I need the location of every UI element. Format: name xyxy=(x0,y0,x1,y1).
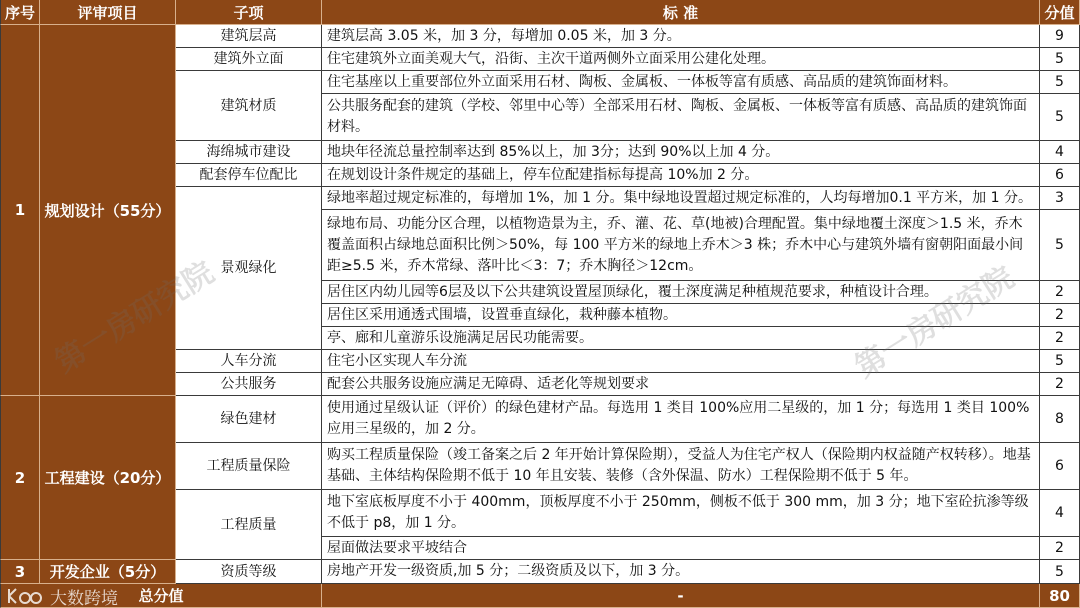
subitem-name: 建筑外立面 xyxy=(176,48,322,71)
subitem-name: 景观绿化 xyxy=(176,187,322,350)
group-number: 2 xyxy=(0,396,40,560)
subitem-name: 配套停车位配比 xyxy=(176,164,322,187)
criteria-text: 亭、廊和儿童游乐设施满足居民功能需要。 xyxy=(322,327,1040,350)
criteria-text: 绿地布局、功能分区合理，以植物造景为主，乔、灌、花、草(地被)合理配置。集中绿地覆土深度＞1.5 米，乔木覆盖面积占绿地总面积比例＞50%，每 100 平方米的绿地上乔木＞3 株；乔木中心与建筑外墙有窗朝阳面最小间距≥5.5 米，乔木常绿、落叶比＜3：7；乔木胸径＞12cm。 xyxy=(322,210,1040,281)
criteria-text: 使用通过星级认证（评价）的绿色建材产品。每选用 1 类目 100%应用二星级的，加 1 分；每选用 1 类目 100%应用三星级的，加 2 分。 xyxy=(322,396,1040,443)
criteria-score: 5 xyxy=(1040,94,1080,141)
criteria-score: 2 xyxy=(1040,327,1080,350)
subitem-name: 建筑层高 xyxy=(176,25,322,48)
header-score: 分值 xyxy=(1040,0,1080,25)
watermark-left: 第一房研究院 xyxy=(49,255,221,381)
criteria-score: 3 xyxy=(1040,187,1080,210)
criteria-score: 2 xyxy=(1040,304,1080,327)
criteria-score: 4 xyxy=(1040,141,1080,164)
header-standard: 标 准 xyxy=(322,0,1040,25)
subitem-name: 海绵城市建设 xyxy=(176,141,322,164)
criteria-score: 9 xyxy=(1040,25,1080,48)
criteria-text: 配套公共服务设施应满足无障碍、适老化等规划要求 xyxy=(322,373,1040,396)
criteria-score: 2 xyxy=(1040,281,1080,304)
group-title: 开发企业（5分） xyxy=(40,560,176,584)
criteria-text: 绿地率超过规定标准的，每增加 1%，加 1 分。集中绿地设置超过规定标准的，人均每增加0.1 平方米，加 1 分。 xyxy=(322,187,1040,210)
subitem-name: 绿色建材 xyxy=(176,396,322,443)
criteria-text: 地块年径流总量控制率达到 85%以上，加 3分；达到 90%以上加 4 分。 xyxy=(322,141,1040,164)
criteria-score: 5 xyxy=(1040,560,1080,584)
total-standard: - xyxy=(322,584,1040,608)
criteria-score: 5 xyxy=(1040,48,1080,71)
total-score: 80 xyxy=(1040,584,1080,608)
subitem-name: 建筑材质 xyxy=(176,71,322,141)
criteria-score: 8 xyxy=(1040,396,1080,443)
header-no: 序号 xyxy=(0,0,40,25)
criteria-score: 6 xyxy=(1040,443,1080,490)
criteria-score: 5 xyxy=(1040,71,1080,94)
criteria-score: 2 xyxy=(1040,373,1080,396)
criteria-text: 建筑层高 3.05 米，加 3 分，每增加 0.05 米，加 3 分。 xyxy=(322,25,1040,48)
group-title: 工程建设（20分） xyxy=(40,396,176,560)
header-subitem: 子项 xyxy=(176,0,322,25)
subitem-name: 资质等级 xyxy=(176,560,322,584)
logo-text: 大数跨境 xyxy=(50,588,118,608)
criteria-text: 居住区内幼儿园等6层及以下公共建筑设置屋顶绿化，覆土深度满足种植规范要求，种植设计合理。 xyxy=(322,281,1040,304)
criteria-score: 5 xyxy=(1040,210,1080,281)
group-number: 1 xyxy=(0,25,40,396)
subitem-name: 工程质量 xyxy=(176,490,322,560)
group-title: 规划设计（55分） xyxy=(40,25,176,396)
total-label: 总分值 xyxy=(0,584,322,608)
criteria-score: 2 xyxy=(1040,537,1080,560)
subitem-name: 公共服务 xyxy=(176,373,322,396)
criteria-text: 住宅基座以上重要部位外立面采用石材、陶板、金属板、一体板等富有质感、高品质的建筑饰面材料。 xyxy=(322,71,1040,94)
criteria-text: 公共服务配套的建筑（学校、邻里中心等）全部采用石材、陶板、金属板、一体板等富有质感、高品质的建筑饰面材料。 xyxy=(322,94,1040,141)
criteria-text: 购买工程质量保险（竣工备案之后 2 年开始计算保险期），受益人为住宅产权人（保险期内权益随产权转移）。地基基础、主体结构保险期不低于 10 年且安装、装修（含外保温、防水）工程保险期不低于 5 年。 xyxy=(322,443,1040,490)
header-item: 评审项目 xyxy=(40,0,176,25)
criteria-score: 5 xyxy=(1040,350,1080,373)
criteria-score: 6 xyxy=(1040,164,1080,187)
group-number: 3 xyxy=(0,560,40,584)
criteria-score: 4 xyxy=(1040,490,1080,537)
criteria-text: 居住区采用通透式围墙，设置垂直绿化，栽种藤本植物。 xyxy=(322,304,1040,327)
subitem-name: 工程质量保险 xyxy=(176,443,322,490)
criteria-text: 地下室底板厚度不小于 400mm，顶板厚度不小于 250mm，侧板不低于 300 mm，加 3 分；地下室砼抗渗等级不低于 p8，加 1 分。 xyxy=(322,490,1040,537)
criteria-text: 房地产开发一级资质,加 5 分；二级资质及以下，加 3 分。 xyxy=(322,560,1040,584)
criteria-text: 在规划设计条件规定的基础上，停车位配建指标每提高 10%加 2 分。 xyxy=(322,164,1040,187)
subitem-name: 人车分流 xyxy=(176,350,322,373)
criteria-text: 住宅建筑外立面美观大气，沿街、主次干道两侧外立面采用公建化处理。 xyxy=(322,48,1040,71)
watermark-right: 第一房研究院 xyxy=(849,260,1021,386)
criteria-text: 屋面做法要求平坡结合 xyxy=(322,537,1040,560)
criteria-text: 住宅小区实现人车分流 xyxy=(322,350,1040,373)
